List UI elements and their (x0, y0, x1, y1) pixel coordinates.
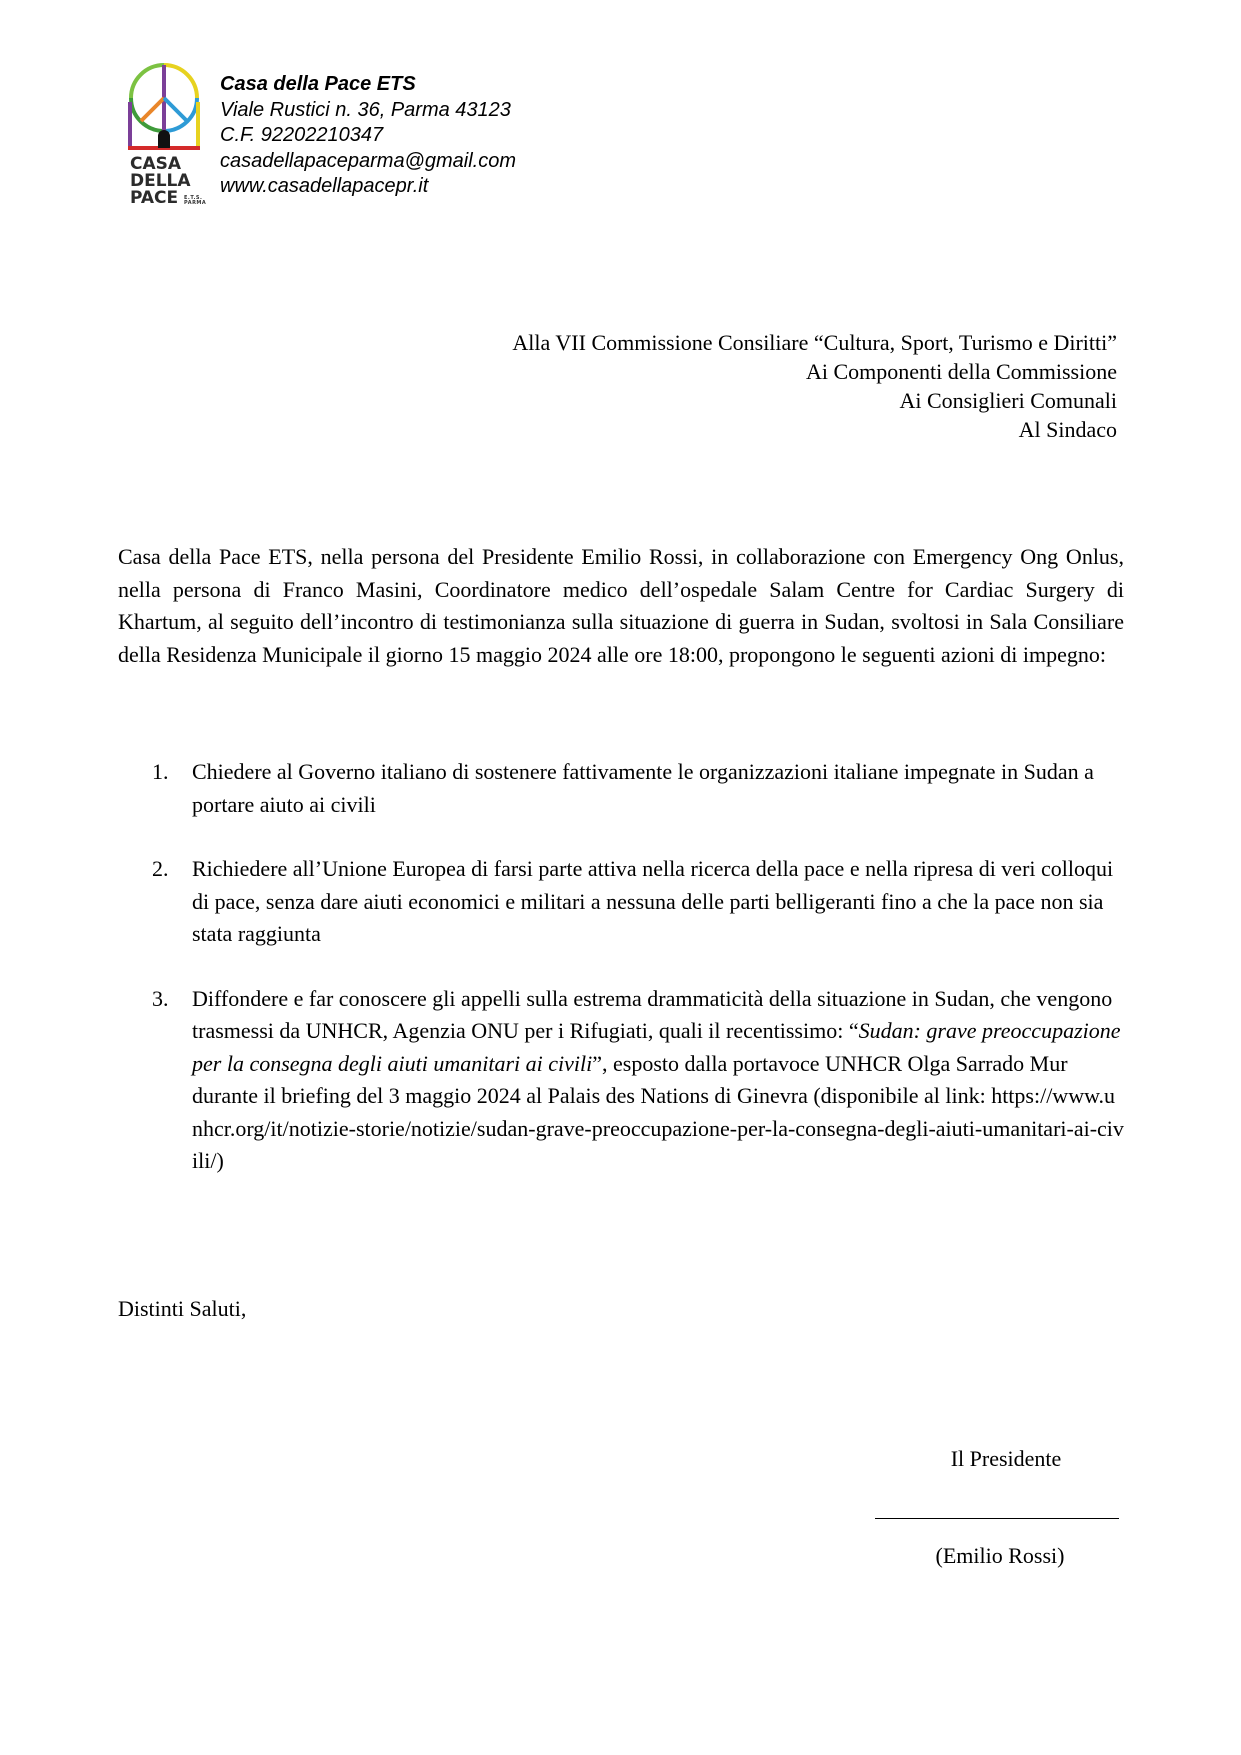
casa-della-pace-logo (124, 62, 207, 212)
organization-info (220, 72, 516, 200)
organization-tax-code: C.F. 92202210347 (220, 124, 384, 146)
action-item (152, 853, 1124, 951)
organization-address: Viale Rustici n. 36, Parma 43123 (220, 98, 511, 121)
logo-wordmark-line: CASA (130, 154, 182, 174)
action-item (152, 756, 1124, 821)
signer-title: Il Presidente (950, 1446, 1062, 1471)
letter-body-paragraph: Casa della Pace ETS, nella persona del Presidente Emilio Rossi, in collaborazione con Emergency Ong Onlus, nella persona di Franco Masini, Coordinatore medico dell’ospedale Salam Centre for Cardiac Surgery di Khartum, al seguito dell’incontro di testimonianza sulla situazione di guerra in Sudan, svoltosi in Sala Consiliare della Residenza Municipale il giorno 15 maggio 2024 alle ore 18:00, propongono le seguenti azioni di impegno: (118, 544, 1124, 667)
action-text-part: Diffondere e far conoscere gli appelli sulla estrema drammaticità della situazione in Sudan, che vengono trasmessi da UNHCR, Agenzia ONU per i Rifugiati, quali il recentissimo: “ (192, 985, 1113, 1043)
letterhead (124, 62, 644, 212)
peace-house-icon (124, 62, 204, 152)
action-text: Richiedere all’Unione Europea di farsi parte attiva nella ricerca della pace e nella ripresa di veri colloqui di pace, senza dare aiuti economici e militari a nessuna delle parti belligeranti fino a che la pace non sia stata raggiunta (192, 856, 1114, 946)
recipient-line: Al Sindaco (1018, 417, 1117, 442)
action-number: 3. (152, 985, 169, 1011)
signature-line (875, 1518, 1119, 1519)
recipient-line: Ai Componenti della Commissione (805, 359, 1117, 384)
organization-email[interactable]: casadellapaceparma@gmail.com (220, 149, 516, 172)
action-text: Chiedere al Governo italiano di sostenere fattivamente le organizzazioni italiane impegnate in Sudan a portare aiuto ai civili (192, 759, 1094, 817)
logo-wordmark (130, 156, 210, 207)
closing-salutation: Distinti Saluti, (118, 1296, 247, 1321)
logo-wordmark-line: PACE (130, 188, 179, 208)
logo-wordmark-line: DELLA (130, 171, 191, 191)
action-number: 1. (152, 759, 169, 784)
action-text-part: ”, esposto dalla portavoce UNHCR Olga Sarrado Mur durante il briefing del 3 maggio 2024 al Palais des Nations di Ginevra (disponibile al link: (192, 1050, 1068, 1108)
action-list (152, 756, 1124, 1210)
recipient-line: Alla VII Commissione Consiliare “Cultura, Sport, Turismo e Diritti” (512, 330, 1117, 355)
action-item (152, 983, 1124, 1178)
action-number: 2. (152, 856, 169, 881)
unhcr-link[interactable]: https://www.unhcr.org/it/notizie-storie/notizie/sudan-grave-preoccupazione-per-la-consegna-degli-aiuti-umanitari-ai-civili/ (192, 1083, 1124, 1173)
logo-subtext: E.T.S. PARMA (184, 195, 207, 206)
recipients-block (512, 328, 1117, 444)
signer-name: (Emilio Rossi) (935, 1543, 1065, 1568)
organization-website[interactable]: www.casadellapacepr.it (220, 175, 429, 197)
signature-block (870, 1444, 1124, 1571)
action-text (192, 983, 1124, 1178)
action-text-part: ) (216, 1148, 224, 1173)
organization-name: Casa della Pace ETS (220, 73, 416, 95)
recipient-line: Ai Consiglieri Comunali (899, 388, 1117, 413)
quoted-title: Sudan: grave preoccupazione per la consegna degli aiuti umanitari ai civili (192, 1018, 1121, 1076)
